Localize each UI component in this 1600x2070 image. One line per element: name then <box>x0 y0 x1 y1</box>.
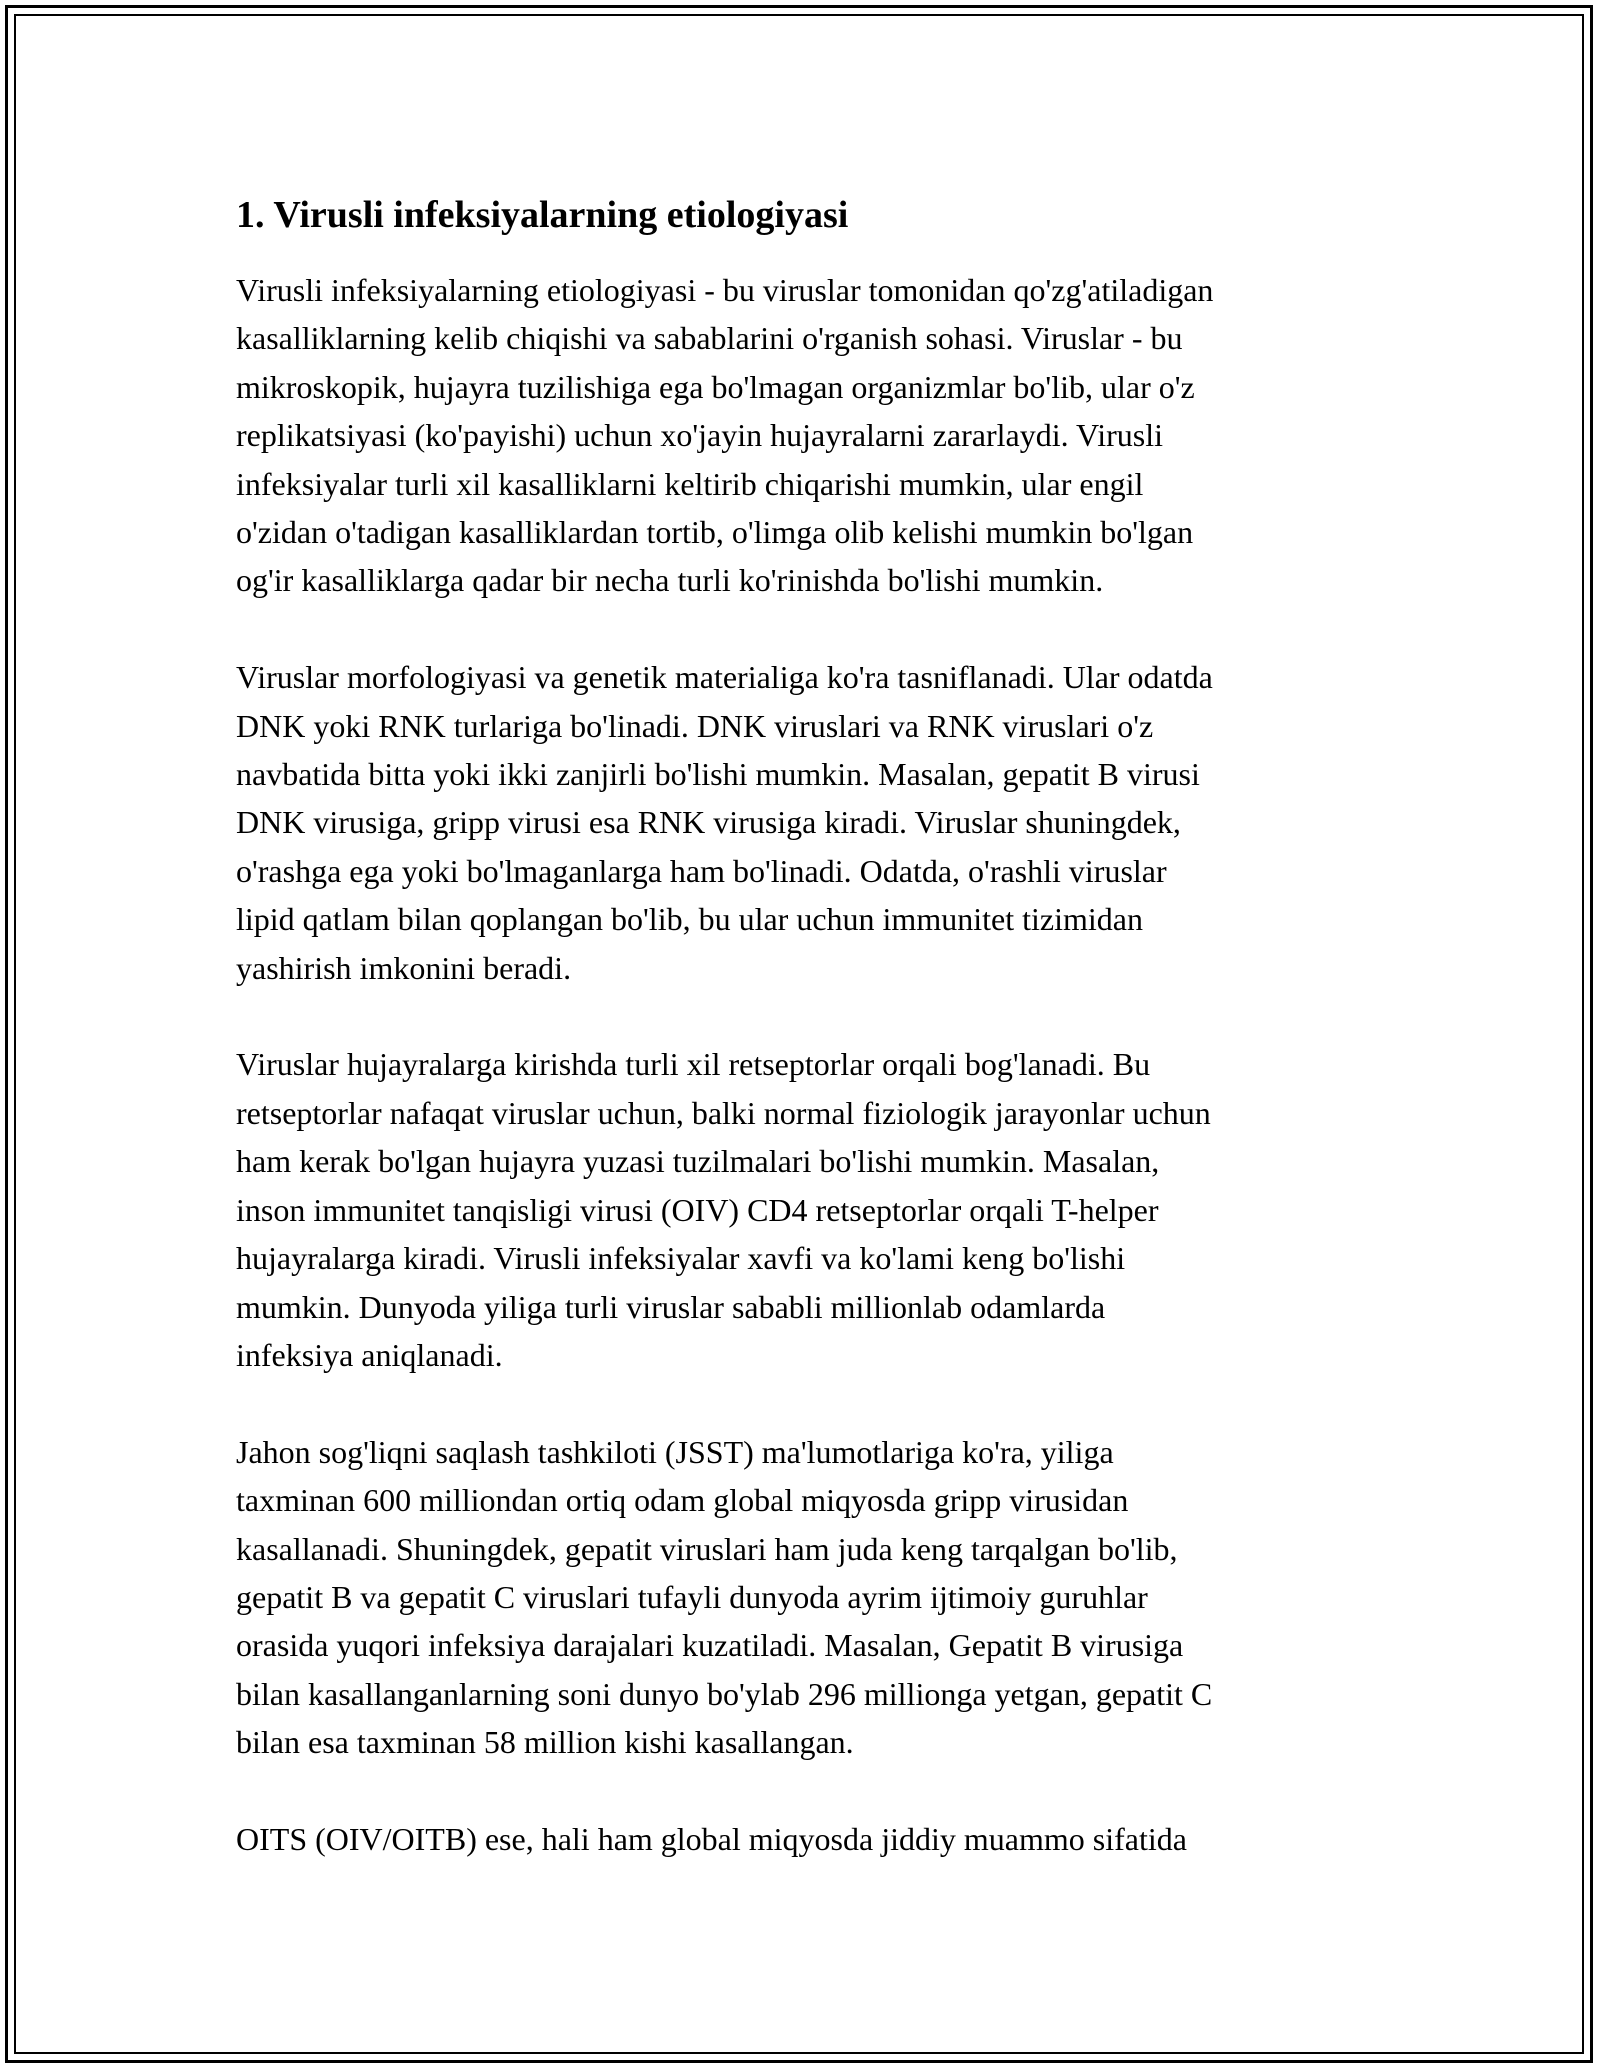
text-line: Viruslar hujayralarga kirishda turli xil retseptorlar orqali bog'lanadi. Bu <box>236 1046 1151 1083</box>
text-line: orasida yuqori infeksiya darajalari kuzatiladi. Masalan, Gepatit B virusiga <box>236 1627 1184 1664</box>
text-line: Viruslar morfologiyasi va genetik materialiga ko'ra tasniflanadi. Ular odatda <box>236 659 1213 696</box>
paragraph <box>236 1815 1376 1863</box>
text-line: replikatsiyasi (ko'payishi) uchun xo'jayin hujayralarni zararlaydi. Virusli <box>236 417 1163 454</box>
text-line: ham kerak bo'lgan hujayra yuzasi tuzilmalari bo'lishi mumkin. Masalan, <box>236 1143 1160 1180</box>
text-line: kasalliklarning kelib chiqishi va sabablarini o'rganish sohasi. Viruslar - bu <box>236 320 1183 357</box>
text-line: hujayralarga kiradi. Virusli infeksiyalar xavfi va ko'lami keng bo'lishi <box>236 1240 1126 1277</box>
text-line: bilan esa taxminan 58 million kishi kasallangan. <box>236 1724 854 1761</box>
text-line: gepatit B va gepatit C viruslari tufayli dunyoda ayrim ijtimoiy guruhlar <box>236 1578 1148 1615</box>
paragraph <box>236 266 1376 605</box>
document-body <box>236 188 1376 1912</box>
text-line: infeksiyalar turli xil kasalliklarni keltirib chiqarishi mumkin, ular engil <box>236 465 1144 502</box>
text-line: bilan kasallanganlarning soni dunyo bo'ylab 296 millionga yetgan, gepatit C <box>236 1675 1213 1712</box>
text-line: mikroskopik, hujayra tuzilishiga ega bo'lmagan organizmlar bo'lib, ular o'z <box>236 368 1195 405</box>
text-line: DNK yoki RNK turlariga bo'linadi. DNK viruslari va RNK viruslari o'z <box>236 707 1154 744</box>
text-line: mumkin. Dunyoda yiliga turli viruslar sababli millionlab odamlarda <box>236 1288 1106 1325</box>
paragraph <box>236 1040 1376 1379</box>
section-title: 1. Virusli infeksiyalarning etiologiyasi <box>236 194 849 236</box>
text-line: o'zidan o'tadigan kasalliklardan tortib, o'limga olib kelishi mumkin bo'lgan <box>236 514 1194 551</box>
text-line: infeksiya aniqlanadi. <box>236 1336 503 1373</box>
text-line: lipid qatlam bilan qoplangan bo'lib, bu ular uchun immunitet tizimidan <box>236 901 1143 938</box>
paragraph <box>236 1428 1376 1767</box>
text-line: OITS (OIV/OITB) ese, hali ham global miqyosda jiddiy muammo sifatida <box>236 1820 1187 1857</box>
text-line: navbatida bitta yoki ikki zanjirli bo'lishi mumkin. Masalan, gepatit B virusi <box>236 756 1200 793</box>
text-line: Virusli infeksiyalarning etiologiyasi - bu viruslar tomonidan qo'zg'atiladigan <box>236 272 1214 308</box>
text-line: og'ir kasalliklarga qadar bir necha turli ko'rinishda bo'lishi mumkin. <box>236 562 1104 599</box>
text-line: retseptorlar nafaqat viruslar uchun, balki normal fiziologik jarayonlar uchun <box>236 1094 1211 1131</box>
text-line: inson immunitet tanqisligi virusi (OIV) CD4 retseptorlar orqali T-helper <box>236 1191 1159 1228</box>
text-line: yashirish imkonini beradi. <box>236 949 572 986</box>
text-line: Jahon sog'liqni saqlash tashkiloti (JSST) ma'lumotlariga ko'ra, yiliga <box>236 1433 1114 1470</box>
text-line: DNK virusiga, gripp virusi esa RNK virusiga kiradi. Viruslar shuningdek, <box>236 804 1181 841</box>
text-line: kasallanadi. Shuningdek, gepatit viruslari ham juda keng tarqalgan bo'lib, <box>236 1530 1178 1567</box>
text-line: taxminan 600 milliondan ortiq odam global miqyosda gripp virusidan <box>236 1482 1129 1519</box>
paragraph <box>236 653 1376 992</box>
text-line: o'rashga ega yoki bo'lmaganlarga ham bo'linadi. Odatda, o'rashli viruslar <box>236 852 1167 889</box>
